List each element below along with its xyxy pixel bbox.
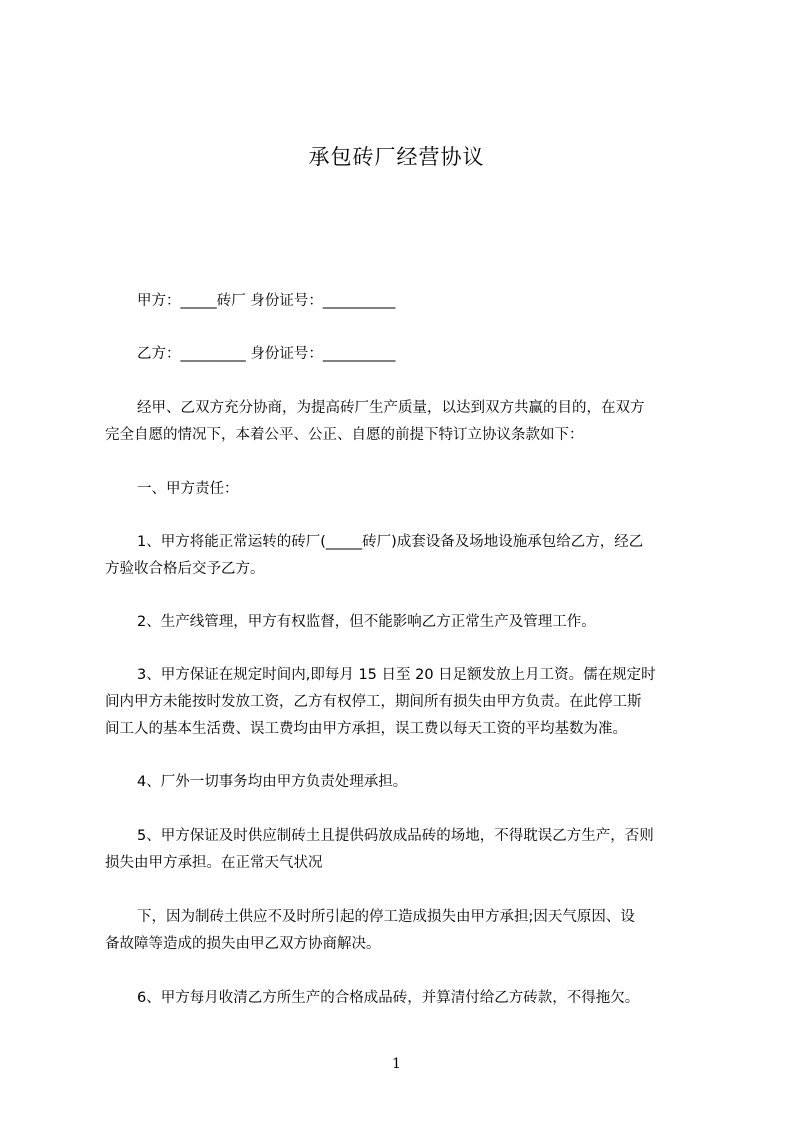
preamble-line-1: 经甲、乙双方充分协商，为提高砖厂生产质量，以达到双方共赢的目的，在双方 [137,400,645,416]
clause-5-continuation-line-2: 备故障等造成的损失由甲乙双方协商解决。 [105,936,381,952]
document-title: 承包砖厂经营协议 [308,145,485,169]
party-b-line: 乙方：_________ 身份证号：__________ [137,346,396,362]
clause-4-line-1: 4、厂外一切事务均由甲方负责处理承担。 [137,774,408,790]
clause-5-line-1: 5、甲方保证及时供应制砖土且提供码放成品砖的场地，不得耽误乙方生产，否则 [137,828,654,844]
clause-3-line-3: 间工人的基本生活费、误工费均由甲方承担，误工费以每天工资的平均基数为准。 [105,721,627,737]
clause-6-line-1: 6、甲方每月收清乙方所生产的合格成品砖，并算清付给乙方砖款，不得拖欠。 [137,990,640,1006]
clause-1-line-2: 方验收合格后交予乙方。 [105,561,265,577]
clause-5-continuation-line-1: 下，因为制砖土供应不及时所引起的停工造成损失由甲方承担;因天气原因、设 [137,909,635,925]
section-heading-party-a-duties: 一、甲方责任： [137,481,239,497]
preamble-line-2: 完全自愿的情况下，本着公平、公正、自愿的前提下特订立协议条款如下： [105,427,584,443]
clause-2-line-1: 2、生产线管理，甲方有权监督，但不能影响乙方正常生产及管理工作。 [137,614,596,630]
party-a-line: 甲方：_____砖厂 身份证号：__________ [137,293,396,309]
page-number: 1 [392,1056,401,1072]
clause-1-line-1: 1、甲方将能正常运转的砖厂(_____砖厂)成套设备及场地设施承包给乙方，经乙 [137,534,644,550]
clause-5-line-2: 损失由甲方承担。在正常天气状况 [105,855,323,871]
clause-3-line-2: 间内甲方未能按时发放工资，乙方有权停工，期间所有损失由甲方负责。在此停工斯 [105,694,642,710]
clause-3-line-1: 3、甲方保证在规定时间内,即每月 15 日至 20 日足额发放上月工资。儒在规定时 [137,667,656,683]
